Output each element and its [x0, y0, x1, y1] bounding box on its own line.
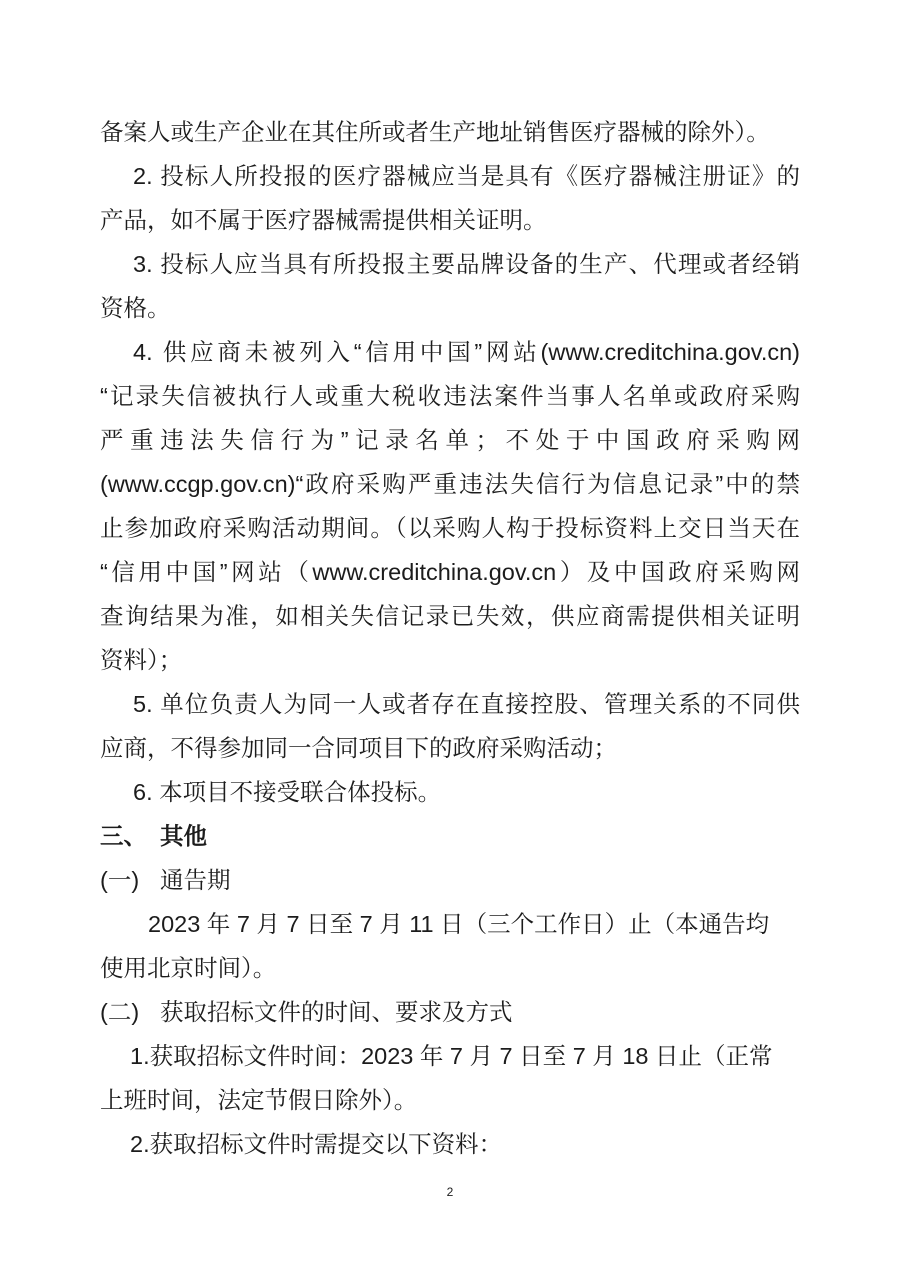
subsection-number: (一) [100, 867, 140, 893]
subsection-heading [100, 858, 800, 902]
page-number: 2 [446, 1185, 454, 1199]
obtain-documents-line-2: 上班时间，法定节假日除外）。 [100, 1087, 418, 1113]
item-6-line-1: 6. 本项目不接受联合体投标。 [133, 779, 442, 805]
document-body [100, 110, 800, 1166]
subsection-title: 通告期 [160, 867, 231, 893]
section-title: 其他 [160, 823, 207, 849]
item-2-line-2: 产品，如不属于医疗器械需提供相关证明。 [100, 207, 547, 233]
obtain-documents-line-3: 2.获取招标文件时需提交以下资料： [130, 1131, 503, 1157]
requirement-item-3 [100, 242, 800, 330]
subsection-number: (二) [100, 999, 140, 1025]
item-4-line-5: 止参加政府采购活动期间。（以采购人构于投标资料上交日当天在 [100, 515, 800, 541]
item-4-line-1: 4. 供应商未被列入“信用中国”网站(www.creditchina.gov.cn) [133, 339, 800, 365]
item-4-line-3: 严重违法失信行为”记录名单；不处于中国政府采购网 [100, 427, 800, 453]
obtain-documents-line-1: 1.获取招标文件时间：2023 年 7 月 7 日至 7 月 18 日止（正常 [130, 1043, 773, 1069]
item-4-line-6: “信用中国”网站（www.creditchina.gov.cn）及中国政府采购网 [100, 559, 800, 585]
requirement-item-2 [100, 154, 800, 242]
item-5-line-1: 5. 单位负责人为同一人或者存在直接控股、管理关系的不同供 [133, 691, 800, 717]
subsection-title: 获取招标文件的时间、要求及方式 [160, 999, 513, 1025]
item-2-line-1: 2. 投标人所投报的医疗器械应当是具有《医疗器械注册证》的 [133, 163, 800, 189]
item-3-line-2: 资格。 [100, 295, 171, 321]
requirement-item-4 [100, 330, 800, 682]
notice-period-line-1: 2023 年 7 月 7 日至 7 月 11 日（三个工作日）止（本通告均 [148, 911, 770, 937]
item-4-line-7: 查询结果为准，如相关失信记录已失效，供应商需提供相关证明 [100, 603, 800, 629]
subsection-notice-period [100, 858, 800, 990]
subsection-heading [100, 990, 800, 1034]
item-4-line-8: 资料）； [100, 647, 183, 673]
item-3-line-1: 3. 投标人应当具有所投报主要品牌设备的生产、代理或者经销 [133, 251, 800, 277]
item-1-continuation-line: 备案人或生产企业在其住所或者生产地址销售医疗器械的除外）。 [100, 119, 770, 145]
item-4-line-4: (www.ccgp.gov.cn)“政府采购严重违法失信行为信息记录”中的禁 [100, 471, 800, 497]
section-heading [100, 814, 800, 858]
subsection-obtain-documents [100, 990, 800, 1166]
section-number: 三、 [100, 823, 147, 849]
item-5-line-2: 应商，不得参加同一合同项目下的政府采购活动； [100, 735, 617, 761]
requirement-item-6 [100, 770, 800, 814]
notice-period-line-2: 使用北京时间）。 [100, 955, 277, 981]
requirement-item-5 [100, 682, 800, 770]
item-4-line-2: “记录失信被执行人或重大税收违法案件当事人名单或政府采购 [100, 383, 800, 409]
